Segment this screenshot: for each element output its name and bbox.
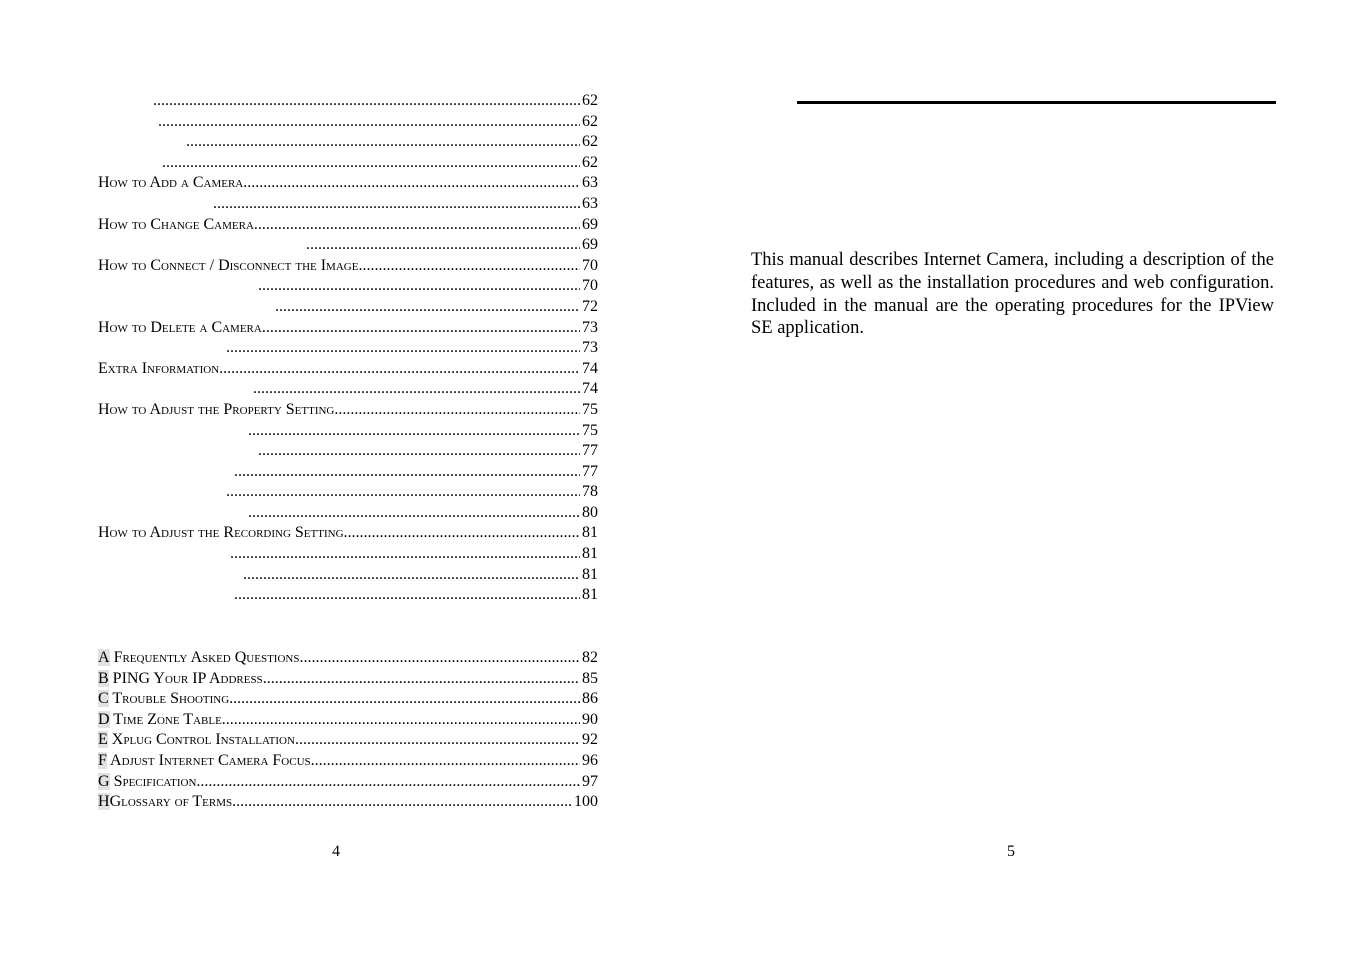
toc-entry-title: How to Change Camera [98,215,254,233]
toc-page-number: 62 [582,133,598,151]
toc-page-number: 62 [582,92,598,109]
toc-entry[interactable] [98,421,598,442]
toc-entry-title: How to Add a Camera [98,174,244,192]
toc-dot-leader [186,132,580,153]
toc-dot-leader [234,585,580,606]
appendix-letter: E [98,731,108,749]
appendix-title-text: Glossary of Terms [109,793,233,811]
toc-page-number: 62 [582,112,598,130]
toc-entry-title [98,792,232,813]
toc-page-number: 97 [582,772,598,790]
toc-dot-leader [222,710,580,731]
toc-page-number: 69 [582,215,598,233]
toc-entry-title: How to Adjust the Recording Setting [98,524,344,542]
toc-dot-leader [334,400,580,421]
toc-dot-leader [230,544,580,565]
appendix-letter: B [98,669,109,687]
header-rule [797,101,1276,104]
toc-entry[interactable] [98,318,598,339]
toc-entry[interactable] [98,565,598,586]
toc-page-number: 81 [582,565,598,583]
toc-appendix-entry[interactable] [98,689,598,710]
appendix-letter: F [98,751,107,769]
appendix-letter: G [98,772,110,790]
toc-appendix-entry[interactable] [98,751,598,772]
toc-entry[interactable] [98,194,598,215]
toc-dot-leader [263,669,580,690]
toc-entry-title [98,669,263,690]
toc-page-number: 86 [582,690,598,708]
toc-dot-leader [226,338,580,359]
toc-page-number: 72 [582,297,598,315]
toc-page-number: 69 [582,236,598,254]
toc-entry[interactable] [98,462,598,483]
toc-appendix-entry[interactable] [98,669,598,690]
toc-entry-title: How to Connect / Disconnect the Image [98,256,359,274]
toc-entry[interactable] [98,359,598,380]
appendix-title-text: Time Zone Table [109,710,222,728]
appendix-title-text: Xplug Control Installation [107,731,295,749]
toc-entry[interactable] [98,523,598,544]
toc-dot-leader [306,235,580,256]
toc-dot-leader [299,648,580,669]
toc-page-number: 90 [582,710,598,728]
toc-entry[interactable] [98,215,598,236]
toc-dot-leader [295,730,580,751]
toc-dot-leader [253,379,580,400]
toc-entry[interactable] [98,153,598,174]
toc-dot-leader [196,772,580,793]
toc-appendix-entry[interactable] [98,710,598,731]
toc-entry[interactable] [98,235,598,256]
toc-page-number: 74 [582,359,598,377]
toc-dot-leader [275,297,580,318]
appendix-letter: A [98,649,110,666]
toc-entry[interactable] [98,379,598,400]
toc-entry-title [98,772,196,793]
toc-page-number: 75 [582,421,598,439]
appendix-title-text: Adjust Internet Camera Focus [106,751,311,769]
toc-entry-title [98,710,222,731]
toc-entry[interactable] [98,112,598,133]
toc-dot-leader [243,565,580,586]
toc-dot-leader [258,276,580,297]
toc-entry[interactable] [98,173,598,194]
page-number-right: 5 [1007,843,1015,860]
toc-page-number: 92 [582,731,598,749]
toc-entry[interactable] [98,585,598,606]
toc-entry-title: How to Delete a Camera [98,318,262,336]
toc-entry[interactable] [98,503,598,524]
toc-page-number: 70 [582,256,598,274]
toc-dot-leader [358,256,580,277]
toc-appendix-entry[interactable] [98,648,598,669]
page-number-left: 4 [332,843,340,860]
toc-dot-leader [213,194,580,215]
toc-appendix-entry[interactable] [98,772,598,793]
toc-dot-leader [229,689,580,710]
toc-entry-title: How to Adjust the Property Setting [98,400,335,418]
toc-dot-leader [153,91,580,112]
toc-page-number: 85 [582,669,598,687]
toc-main-list [98,91,598,606]
toc-dot-leader [262,318,580,339]
appendix-letter: C [98,690,109,708]
appendix-title-text: Frequently Asked Questions [109,649,300,666]
toc-page-number: 81 [582,545,598,563]
intro-paragraph: This manual describes Internet Camera, including a description of the features, as well as the installation procedures and web configuration. Included in the manual are the operating procedures for the IPView SE application. [751,250,1274,339]
toc-page-number: 78 [582,483,598,501]
toc-dot-leader [232,792,572,813]
toc-dot-leader [243,173,580,194]
toc-page-number: 70 [582,277,598,295]
toc-dot-leader [219,359,580,380]
toc-dot-leader [158,112,580,133]
toc-entry[interactable] [98,276,598,297]
toc-entry-title [98,648,299,669]
toc-entry-title [98,751,311,772]
toc-page-number: 63 [582,174,598,192]
toc-page-number: 63 [582,194,598,212]
toc-page-number: 77 [582,462,598,480]
toc-entry[interactable] [98,544,598,565]
toc-entry[interactable] [98,256,598,277]
toc-page-number: 81 [582,586,598,604]
toc-page-number: 77 [582,442,598,460]
toc-page-number: 100 [574,793,598,811]
toc-page-number: 74 [582,380,598,398]
toc-entry-title [98,689,229,710]
toc-page-number: 96 [582,751,598,769]
toc-entry-title [98,730,295,751]
toc-dot-leader [226,482,580,503]
appendix-letter: D [98,710,110,728]
appendix-title-text: Specification [109,772,197,790]
toc-appendix-list [98,648,598,813]
toc-page-number: 62 [582,153,598,171]
toc-dot-leader [344,523,580,544]
toc-entry[interactable] [98,400,598,421]
toc-page-number: 73 [582,318,598,336]
toc-page-number: 73 [582,339,598,357]
toc-dot-leader [258,441,580,462]
toc-entry-title: Extra Information [98,359,220,377]
toc-entry[interactable] [98,338,598,359]
toc-dot-leader [248,503,580,524]
toc-entry[interactable] [98,132,598,153]
toc-page-number: 82 [582,649,598,666]
toc-dot-leader [234,462,580,483]
toc-appendix-entry[interactable] [98,730,598,751]
toc-dot-leader [311,751,580,772]
toc-entry[interactable] [98,91,598,112]
toc-entry[interactable] [98,297,598,318]
appendix-title-text: PING Your IP Address [108,669,263,687]
appendix-letter: H [98,793,110,811]
toc-appendix-entry[interactable] [98,792,598,813]
toc-dot-leader [248,421,580,442]
toc-dot-leader [162,153,580,174]
toc-entry[interactable] [98,482,598,503]
toc-dot-leader [254,215,580,236]
toc-page-number: 81 [582,524,598,542]
toc-page-number: 80 [582,503,598,521]
appendix-title-text: Trouble Shooting [108,690,230,708]
toc-page-number: 75 [582,400,598,418]
right-page [675,0,1351,954]
toc-entry[interactable] [98,441,598,462]
left-page [0,0,675,954]
